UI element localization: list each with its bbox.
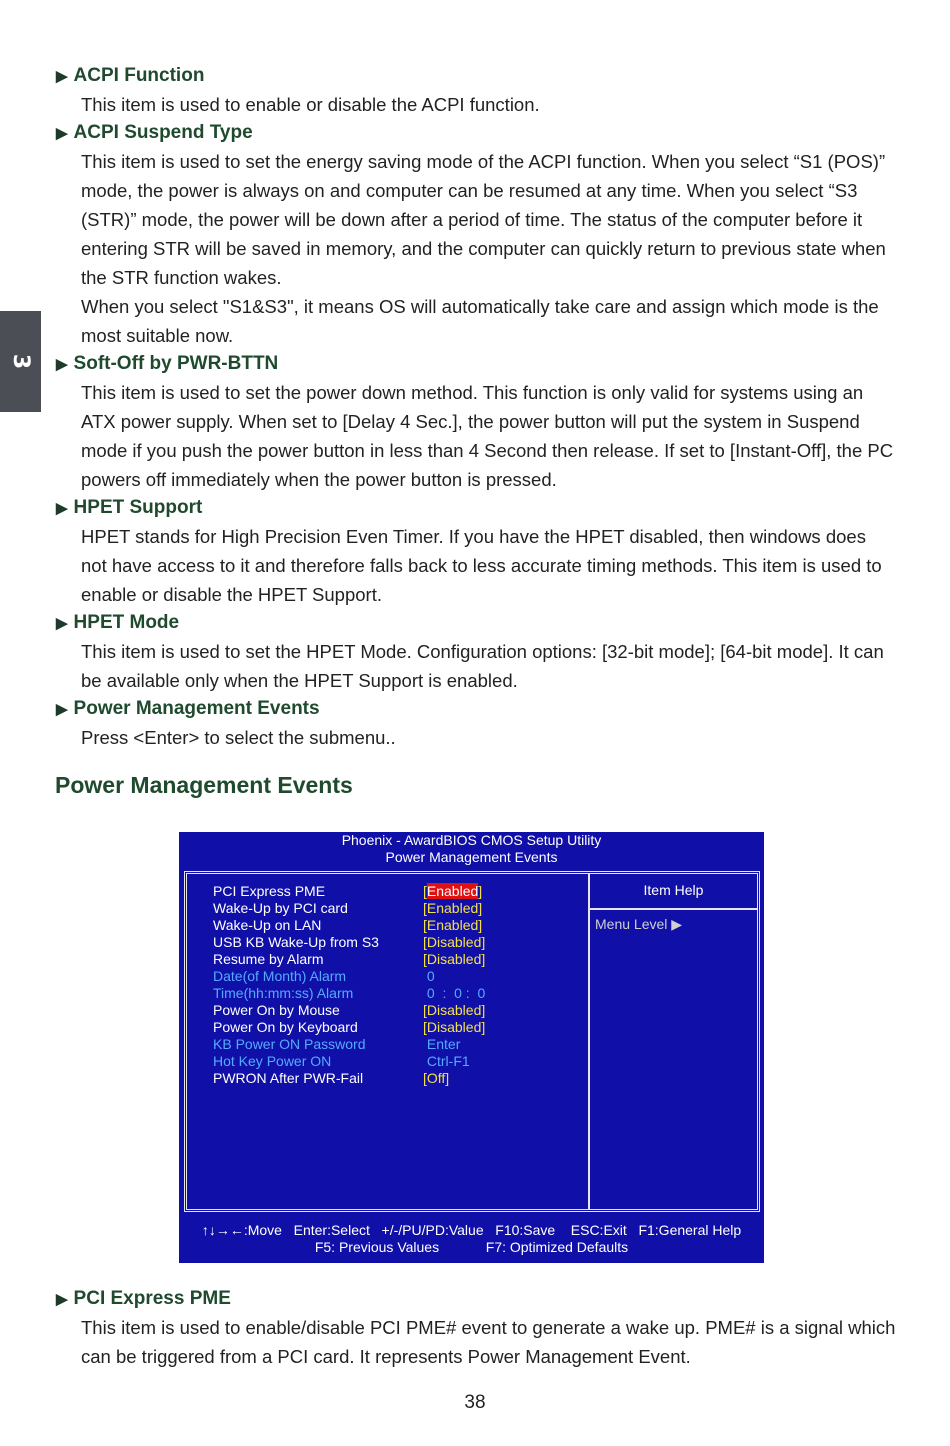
item-description: This item is used to enable or disable the ACPI function. (81, 94, 540, 115)
item-description: This item is used to set the HPET Mode. Configuration options: [32-bit mode]; [64-bit mode]. It can be available only when the HPET Support is enabled. (81, 641, 884, 691)
item-heading (56, 695, 896, 723)
bios-option-label: Resume by Alarm (213, 951, 324, 967)
bios-option-row[interactable] (213, 968, 583, 985)
bios-option-value[interactable]: [Enabled] (423, 900, 483, 916)
bios-option-value[interactable]: [Disabled] (423, 1002, 486, 1018)
bios-option-value[interactable]: [Off] (423, 1070, 450, 1086)
bios-option-value[interactable]: 0 (423, 968, 435, 984)
item-heading (56, 350, 896, 378)
chapter-tab (0, 311, 41, 412)
triangle-bullet-icon: ▶ (56, 1291, 68, 1308)
page-number: 38 (464, 1392, 486, 1413)
triangle-bullet-icon: ▶ (56, 500, 68, 517)
item-description: When you select "S1&S3", it means OS will automatically take care and assign which mode is the most suitable now. (81, 296, 879, 346)
item-title: Soft-Off by PWR-BTTN (73, 353, 279, 374)
bios-option-label: Power On by Keyboard (213, 1019, 358, 1035)
item-block (56, 62, 896, 119)
item-description: HPET stands for High Precision Even Timer. If you have the HPET disabled, then windows does not have access to it and therefore falls back to less accurate timing methods. This item is used to enable or disable the HPET Support. (81, 526, 882, 605)
pci-express-pme-item (56, 1285, 896, 1371)
bios-option-label: PCI Express PME (213, 883, 326, 899)
item-block (56, 609, 896, 695)
item-title: ACPI Function (73, 65, 205, 86)
bios-option-row[interactable] (213, 917, 583, 934)
bios-option-value[interactable]: [Enabled] (423, 917, 483, 933)
item-block (56, 494, 896, 609)
bios-option-row[interactable] (213, 900, 583, 917)
bios-option-label: KB Power ON Password (213, 1036, 366, 1052)
bios-divider (588, 874, 590, 1209)
bios-title: Phoenix - AwardBIOS CMOS Setup Utility (341, 832, 602, 848)
bios-option-row[interactable] (213, 1019, 583, 1036)
bios-option-row[interactable] (213, 883, 583, 900)
bios-option-value[interactable]: Ctrl-F1 (423, 1053, 470, 1069)
bios-screenshot (179, 832, 764, 1263)
bios-option-label: USB KB Wake-Up from S3 (213, 934, 379, 950)
bios-option-label: Time(hh:mm:ss) Alarm (213, 985, 354, 1001)
chapter-number: 3 (8, 353, 33, 370)
item-heading (56, 1285, 896, 1313)
item-title: Power Management Events (73, 698, 320, 719)
bios-option-label: Power On by Mouse (213, 1002, 340, 1018)
item-description: Press <Enter> to select the submenu.. (81, 727, 396, 748)
item-description: This item is used to enable/disable PCI PME# event to generate a wake up. PME# is a signal which can be triggered from a PCI card. It represents Power Management Event. (81, 1317, 896, 1367)
bios-option-row[interactable] (213, 1036, 583, 1053)
item-help-title: Item Help (643, 882, 704, 898)
item-title: HPET Mode (73, 612, 180, 633)
item-title: ACPI Suspend Type (73, 122, 253, 143)
help-divider (590, 908, 757, 910)
item-title: HPET Support (73, 497, 203, 518)
item-heading (56, 62, 896, 90)
bios-option-label: Wake-Up on LAN (213, 917, 322, 933)
bios-option-row[interactable] (213, 1053, 583, 1070)
bios-frame (184, 871, 760, 1212)
bios-option-value[interactable]: [Enabled] (423, 883, 483, 899)
bios-footer-keys: ↑↓→←:Move Enter:Select +/-/PU/PD:Value F10:Save ESC:Exit F1:General Help (201, 1222, 742, 1238)
menu-level: Menu Level ▶ (595, 916, 683, 932)
triangle-bullet-icon: ▶ (56, 701, 68, 718)
bios-option-row[interactable] (213, 985, 583, 1002)
bios-option-value[interactable]: [Disabled] (423, 1019, 486, 1035)
bios-option-value[interactable]: [Disabled] (423, 934, 486, 950)
bios-option-row[interactable] (213, 934, 583, 951)
bios-option-row[interactable] (213, 1070, 583, 1087)
item-block (56, 350, 896, 494)
bios-option-value[interactable]: [Disabled] (423, 951, 486, 967)
bios-footer-defaults: F5: Previous Values F7: Optimized Defaults (314, 1239, 629, 1255)
item-block (56, 119, 896, 350)
bios-option-row[interactable] (213, 1002, 583, 1019)
item-description: This item is used to set the energy saving mode of the ACPI function. When you select “S1 (POS)” mode, the power is always on and computer can be resumed at any time. When you select “S3 (STR)” mode, the power will be down after a period of time. The status of the computer before it entering STR will be saved in memory, and the computer can quickly return to previous state when the STR function wakes. (81, 151, 886, 288)
bios-option-label: Hot Key Power ON (213, 1053, 332, 1069)
item-title: PCI Express PME (73, 1288, 231, 1309)
item-descriptions (56, 62, 896, 752)
item-heading (56, 119, 896, 147)
bios-option-value[interactable]: 0 : 0 : 0 (423, 985, 486, 1001)
item-heading (56, 609, 896, 637)
item-block (56, 695, 896, 752)
bios-option-row[interactable] (213, 951, 583, 968)
bios-option-label: Date(of Month) Alarm (213, 968, 347, 984)
bios-option-label: PWRON After PWR-Fail (213, 1070, 364, 1086)
triangle-bullet-icon: ▶ (56, 68, 68, 85)
triangle-bullet-icon: ▶ (56, 615, 68, 632)
selected-value[interactable]: Enabled (426, 883, 479, 899)
bios-option-value[interactable]: Enter (423, 1036, 461, 1052)
section-title: Power Management Events (55, 772, 353, 798)
bios-option-label: Wake-Up by PCI card (213, 900, 348, 916)
item-heading (56, 494, 896, 522)
triangle-bullet-icon: ▶ (56, 125, 68, 142)
item-description: This item is used to set the power down method. This function is only valid for systems using an ATX power supply. When set to [Delay 4 Sec.], the power button will put the system in Suspend mode if you push the power button in less than 4 Second then release. If set to [Instant-Off], the PC powers off immediately when the power button is pressed. (81, 382, 894, 490)
bios-subtitle: Power Management Events (385, 849, 558, 865)
triangle-bullet-icon: ▶ (56, 356, 68, 373)
